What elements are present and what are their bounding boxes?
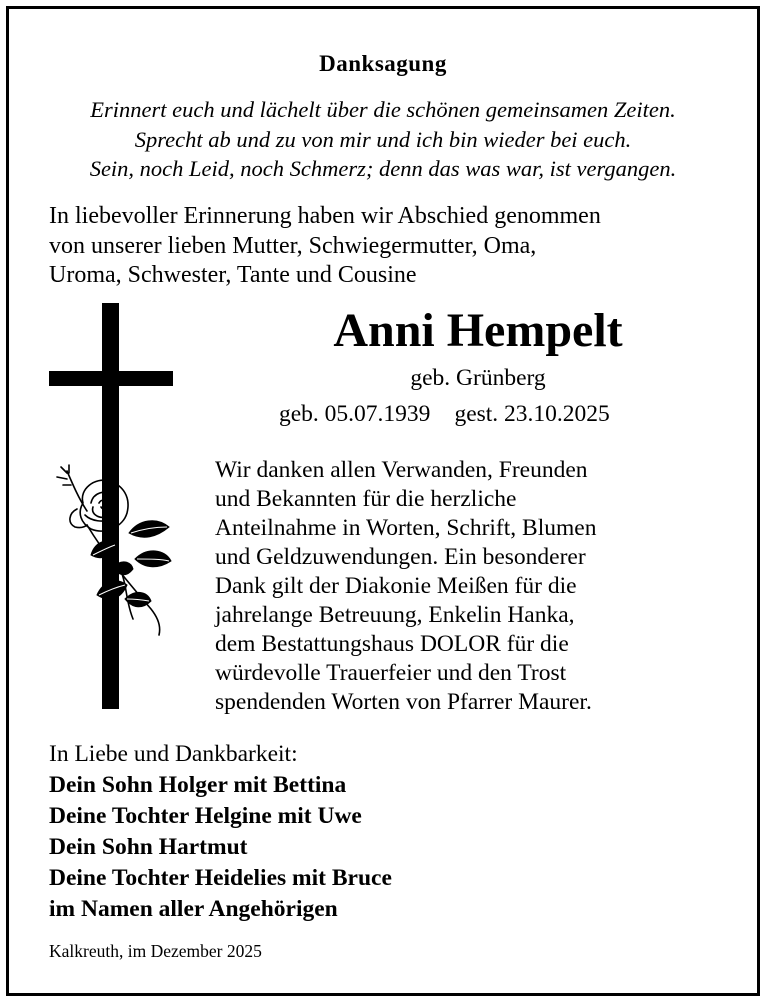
- intro-line: In liebevoller Erinnerung haben wir Abschied genommen: [49, 203, 601, 229]
- signatory: Deine Tochter Helgine mit Uwe: [49, 803, 362, 829]
- signatory: Dein Sohn Holger mit Bettina: [49, 772, 347, 798]
- birth-date: geb. 05.07.1939: [279, 401, 431, 427]
- poem-line: Sein, noch Leid, noch Schmerz; denn das was war, ist vergangen.: [89, 156, 677, 181]
- intro-line: von unserer lieben Mutter, Schwiegermutter, Oma,: [49, 232, 537, 259]
- thanks-line: und Bekannten für die herzliche: [215, 486, 517, 512]
- cross-horizontal-bar: [49, 371, 173, 386]
- poem-line: Sprecht ab und zu von mir und ich bin wieder bei euch.: [134, 126, 632, 152]
- thanks-line: Anteilnahme in Worten, Schrift, Blumen: [215, 515, 597, 541]
- closing-block: [49, 739, 392, 925]
- closing-intro: In Liebe und Dankbarkeit:: [49, 741, 298, 767]
- thanks-line: dem Bestattungshaus DOLOR für die: [215, 631, 569, 657]
- thanks-line: Wir danken allen Verwanden, Freunden: [215, 457, 588, 483]
- poem-line: Erinnert euch und lächelt über die schönen gemeinsamen Zeiten.: [90, 97, 676, 122]
- thanks-line: würdevolle Trauerfeier und den Trost: [215, 660, 567, 686]
- place-date: Kalkreuth, im Dezember 2025: [49, 941, 262, 961]
- intro-line: Uroma, Schwester, Tante und Cousine: [49, 262, 417, 288]
- obituary-notice: [6, 6, 760, 996]
- notice-title: Danksagung: [319, 51, 447, 76]
- death-date: gest. 23.10.2025: [454, 401, 610, 427]
- life-dates: [279, 401, 610, 428]
- thanks-text: [215, 456, 596, 717]
- signatory: im Namen aller Angehörigen: [49, 896, 338, 922]
- signatory: Deine Tochter Heidelies mit Bruce: [49, 865, 392, 891]
- intro-text: [49, 202, 601, 291]
- deceased-name: Anni Hempelt: [333, 304, 623, 357]
- poem: [9, 95, 757, 184]
- rose-icon: [47, 463, 177, 641]
- signatory: Dein Sohn Hartmut: [49, 834, 248, 860]
- thanks-line: und Geldzuwendungen. Ein besonderer: [215, 544, 586, 570]
- thanks-line: jahrelange Betreuung, Enkelin Hanka,: [215, 602, 575, 628]
- maiden-name: geb. Grünberg: [410, 365, 546, 391]
- thanks-line: Dank gilt der Diakonie Meißen für die: [215, 573, 577, 599]
- thanks-line: spendenden Worten von Pfarrer Maurer.: [215, 689, 592, 715]
